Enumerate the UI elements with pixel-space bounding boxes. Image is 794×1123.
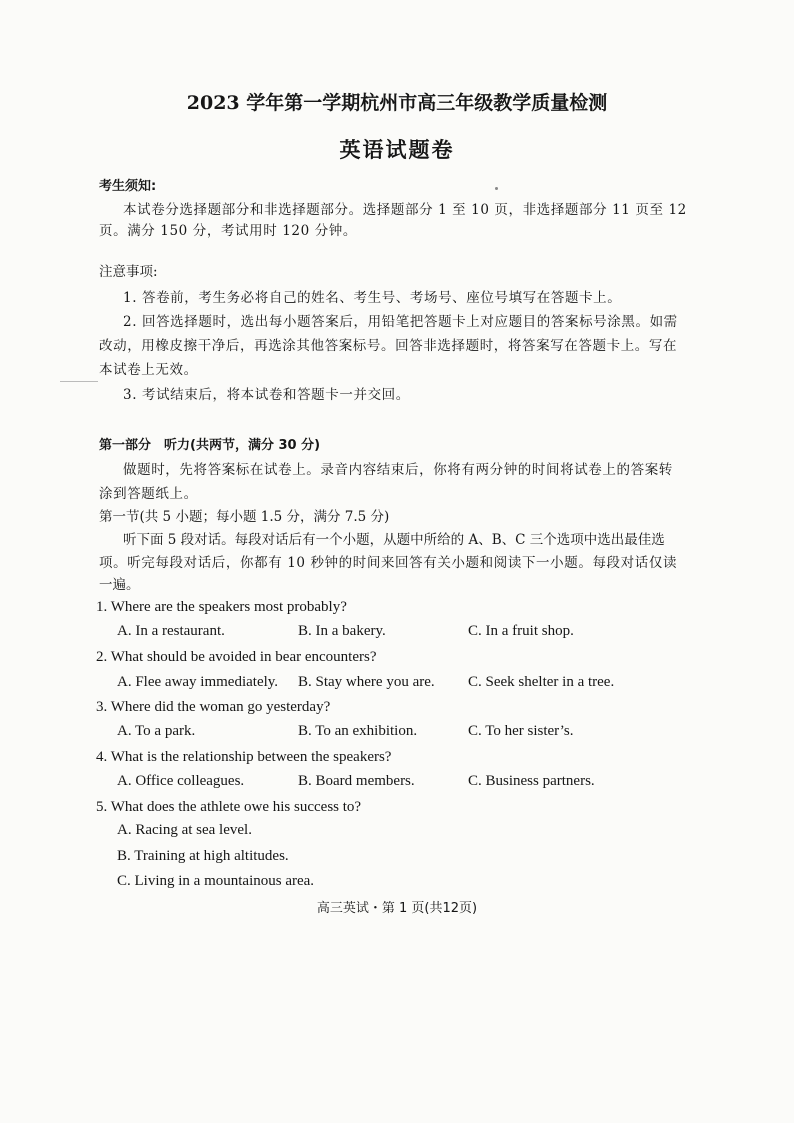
question-number: 2. bbox=[96, 649, 108, 665]
question-text: What should be avoided in bear encounters? bbox=[110, 649, 377, 665]
part1-intro: 做题时，先将答案标在试卷上。录音内容结束后，你将有两分钟的时间将试卷上的答案转 bbox=[123, 462, 673, 478]
section1-instruction: 听下面 5 段对话。每段对话后有一个小题，从题中所给的 A、B、C 三个选项中选出最佳选 bbox=[123, 532, 665, 548]
question-number: 1. bbox=[96, 599, 108, 615]
question-4 bbox=[96, 748, 391, 766]
question-text: What does the athlete owe his success to? bbox=[110, 799, 362, 815]
notes-heading: 注意事项: bbox=[99, 264, 158, 280]
question-text: Where did the woman go yesterday? bbox=[110, 699, 331, 715]
option-a: A. To a park. bbox=[117, 723, 196, 739]
question-text: What is the relationship between the speakers? bbox=[110, 749, 392, 765]
notes-item: 1. 答卷前，考生务必将自己的姓名、考生号、考场号、座位号填写在答题卡上。 bbox=[123, 290, 622, 306]
instructions-heading: 考生须知: bbox=[99, 179, 157, 194]
notes-item: 改动，用橡皮擦干净后，再选涂其他答案标号。回答非选择题时，将答案写在答题卡上。写在 bbox=[99, 338, 678, 354]
option-a: A. Racing at sea level. bbox=[117, 822, 252, 838]
page-footer: 高三英试・第 1 页(共12页) bbox=[316, 901, 478, 916]
notes-item: 3. 考试结束后，将本试卷和答题卡一并交回。 bbox=[123, 387, 410, 403]
option-b: B. Training at high altitudes. bbox=[117, 848, 289, 864]
notes-item: 本试卷上无效。 bbox=[99, 362, 198, 378]
option-b: B. To an exhibition. bbox=[298, 723, 418, 739]
question-number: 4. bbox=[96, 749, 108, 765]
option-b: B. Stay where you are. bbox=[298, 674, 435, 690]
option-c: C. Living in a mountainous area. bbox=[117, 873, 315, 889]
section1-instruction: 一遍。 bbox=[99, 577, 140, 593]
question-3 bbox=[96, 698, 330, 716]
question-number: 3. bbox=[96, 699, 108, 715]
option-c: C. In a fruit shop. bbox=[468, 623, 574, 639]
question-number: 5. bbox=[96, 799, 108, 815]
question-5 bbox=[96, 798, 361, 816]
scan-speck bbox=[495, 187, 498, 190]
option-c: C. Business partners. bbox=[468, 773, 595, 789]
option-c: C. To her sister’s. bbox=[468, 723, 574, 739]
option-c: C. Seek shelter in a tree. bbox=[468, 674, 615, 690]
option-a: A. Flee away immediately. bbox=[117, 674, 279, 690]
option-b: B. Board members. bbox=[298, 773, 415, 789]
exam-title: 2023 学年第一学期杭州市高三年级教学质量检测 bbox=[186, 92, 608, 114]
section1-instruction: 项。听完每段对话后，你都有 10 秒钟的时间来回答有关小题和阅读下一小题。每段对话仅读 bbox=[99, 555, 678, 571]
instructions-line: 页。满分 150 分，考试用时 120 分钟。 bbox=[99, 223, 357, 239]
question-1 bbox=[96, 598, 347, 616]
section1-heading: 第一节(共 5 小题；每小题 1.5 分，满分 7.5 分) bbox=[99, 509, 390, 525]
part1-intro: 涂到答题纸上。 bbox=[99, 486, 198, 502]
instructions-line: 本试卷分选择题部分和非选择题部分。选择题部分 1 至 10 页，非选择题部分 11 页至 12 bbox=[123, 202, 687, 218]
question-text: Where are the speakers most probably? bbox=[110, 599, 347, 615]
scan-mark bbox=[60, 381, 98, 382]
option-a: A. In a restaurant. bbox=[117, 623, 225, 639]
part1-heading: 第一部分 听力(共两节，满分 30 分) bbox=[99, 438, 321, 453]
question-2 bbox=[96, 648, 376, 666]
exam-subtitle: 英语试题卷 bbox=[339, 137, 455, 162]
notes-item: 2. 回答选择题时，选出每小题答案后，用铅笔把答题卡上对应题目的答案标号涂黑。如需 bbox=[123, 314, 678, 330]
option-b: B. In a bakery. bbox=[298, 623, 386, 639]
option-a: A. Office colleagues. bbox=[117, 773, 245, 789]
